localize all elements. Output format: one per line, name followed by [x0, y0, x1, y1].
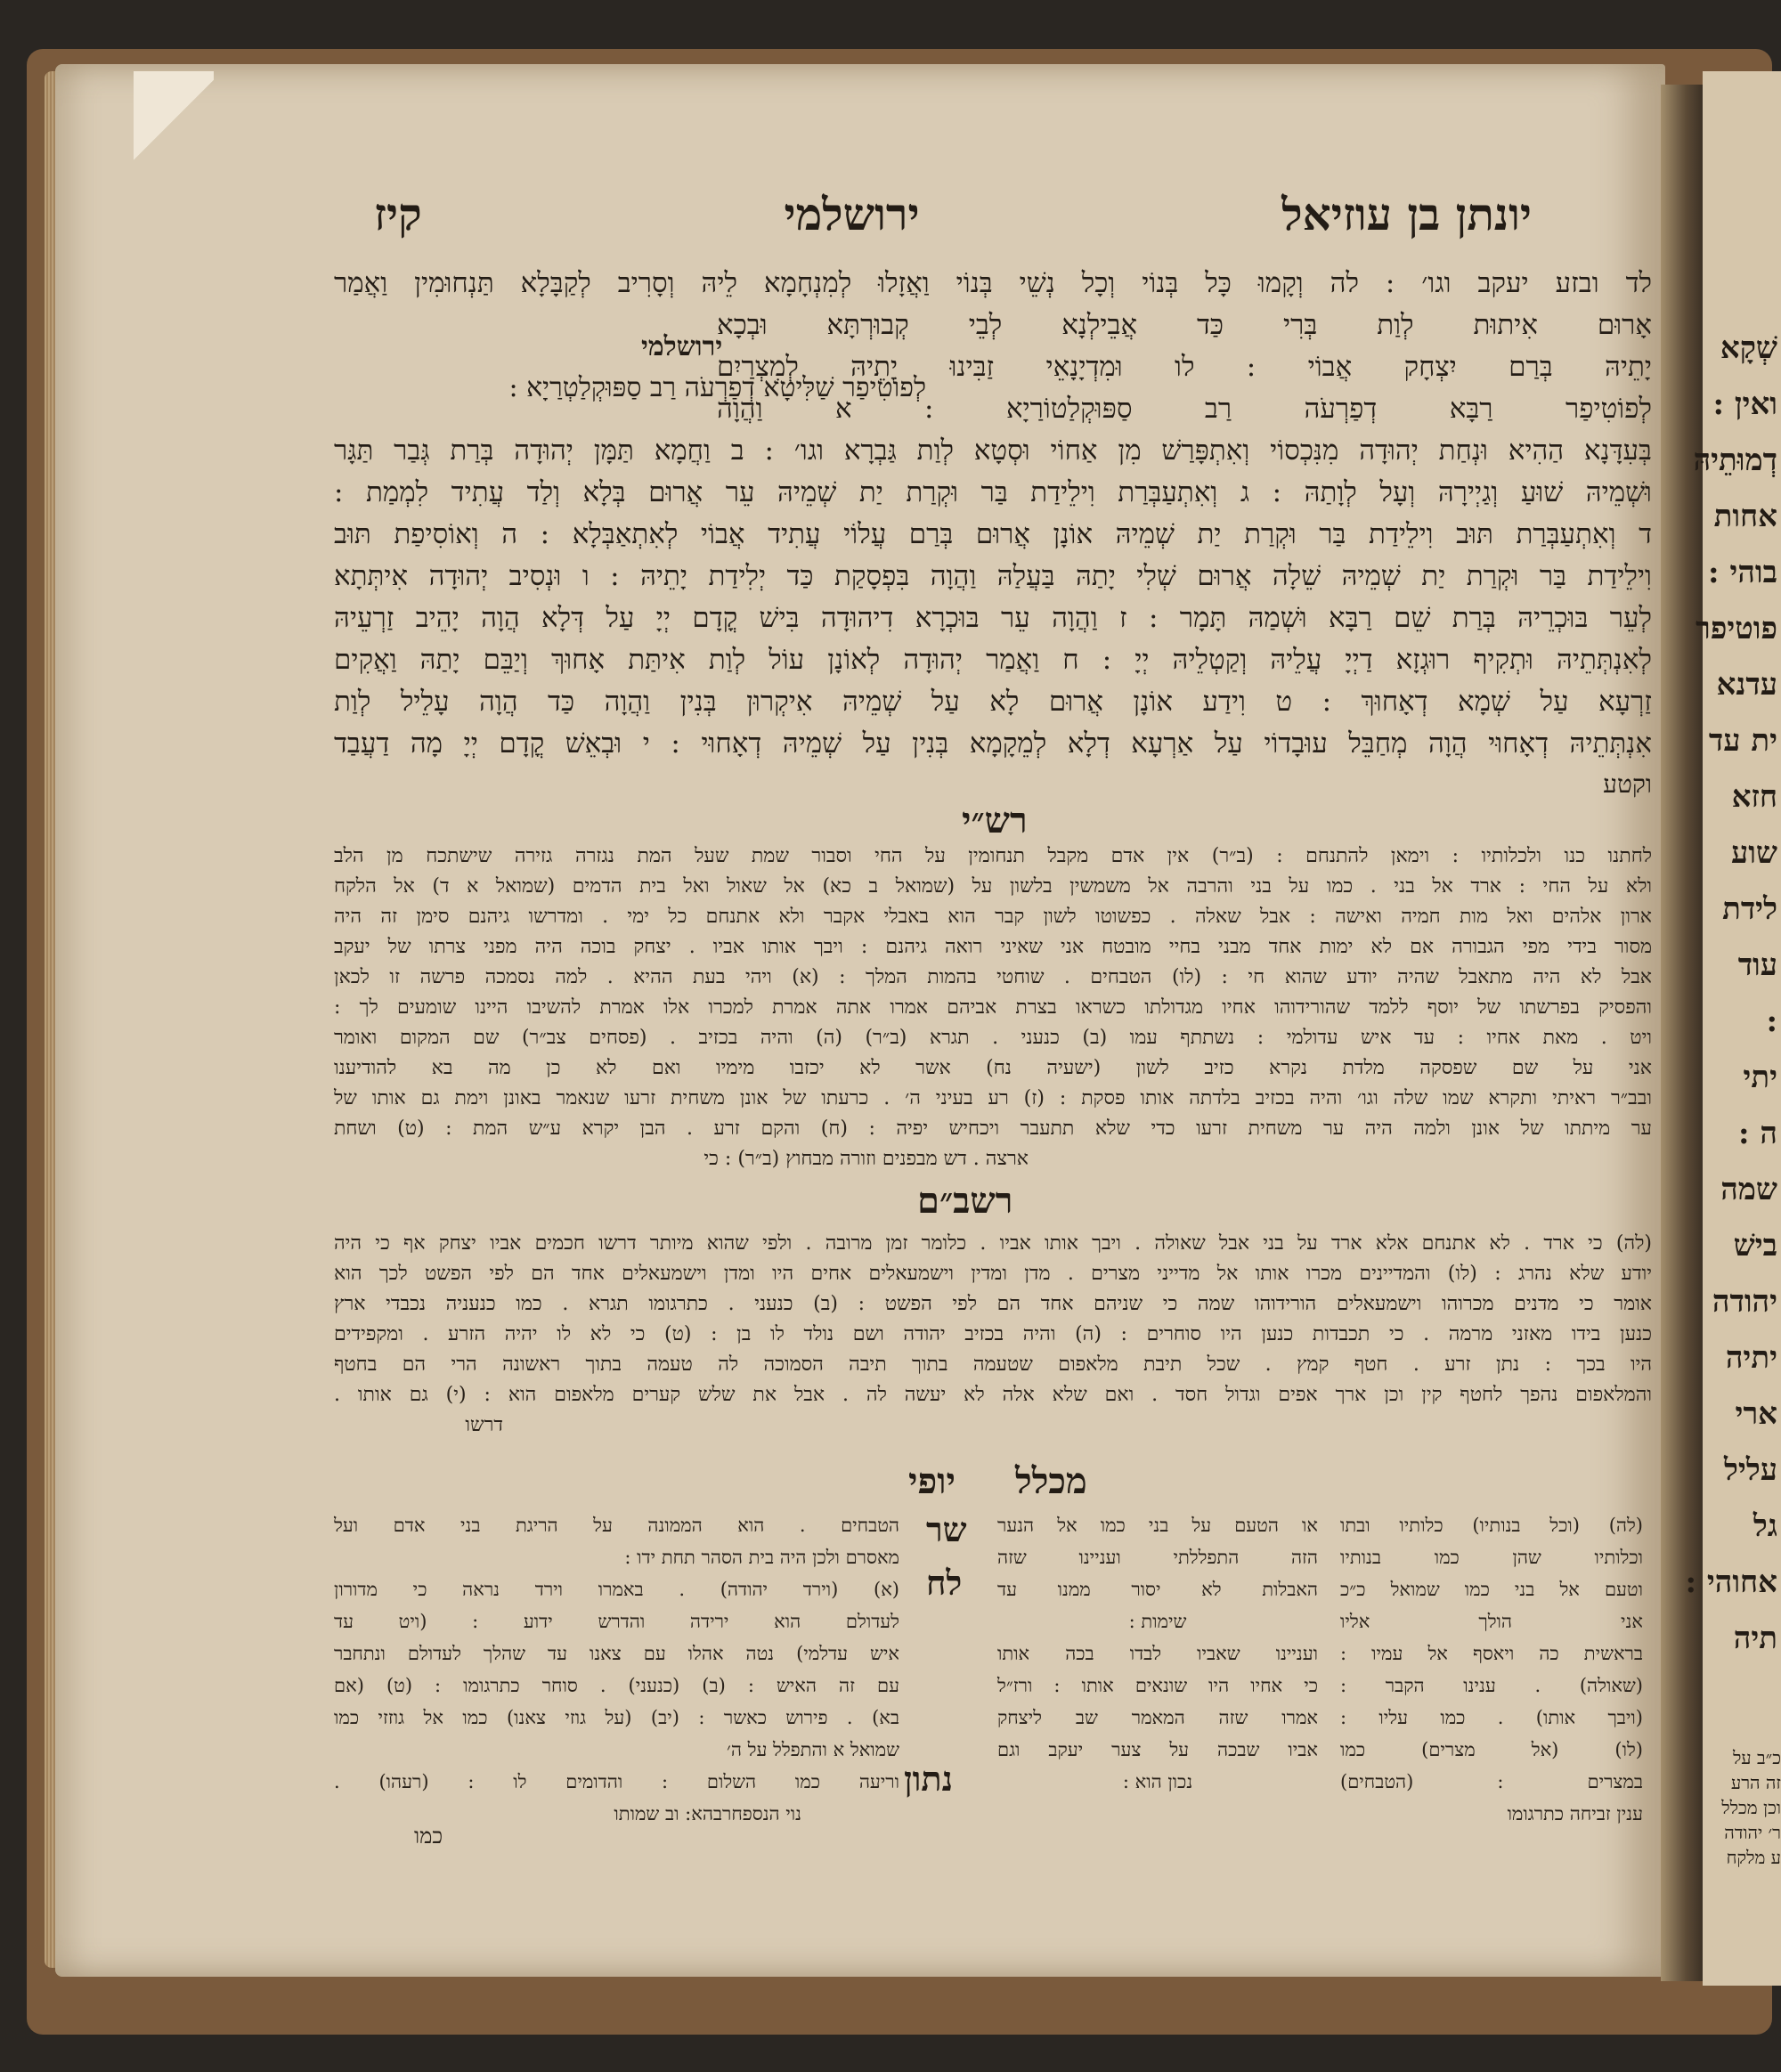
rashi-line: לחתנו כנו ולכלותיו : וימאן להתנחם : (ב״ר) אין אדם מקבל תנחומין על החי וסבור שמת שעל המת נגזרה גזירה שישתכח מן הלב: [334, 845, 1652, 867]
text-line: אִנְתְּתֵיהּ דְאָחוּי הֲוָה מְחַבֵּל עוּבָדוֹי עַל אַרְעָא דְלָא לְמֵקָמָא בְּנִין עַל שְׁמֵיהּ דְאָחוּי : י וּבְאֵשׁ קֳדָם יְיָ מָה דַעֲבַד: [334, 727, 1652, 760]
next-page-line: ית עד: [1708, 723, 1777, 759]
rashbam-title: רשב״ם: [917, 1180, 1013, 1222]
next-page-line: שוע: [1730, 835, 1777, 871]
rashi-line: ער מיתתו של אונן ולמה היה ער משחית זרעו כדי שלא תתעבר ויכחיש יפיה : (ח) והקם זרע . הבן יקרא ע״ש המת : (ט) ושחת: [334, 1117, 1652, 1140]
michlal-line: (ויבך אותו) . כמו עליו :: [1340, 1707, 1643, 1728]
next-page-line: אחות: [1713, 499, 1777, 534]
michlal-col-middle: [997, 1509, 1318, 1798]
next-page-line: גל: [1753, 1508, 1777, 1544]
next-page-line: ה :: [1738, 1116, 1777, 1151]
michlal-line: וריעה כמו השלום : והדומים לו : (רעהו) .: [334, 1771, 899, 1792]
header-title-right: יונתן בן עוזיאל: [1281, 187, 1532, 240]
rashi-line: ולא על החי : ארד אל בני . כמו על בני והרבה אל משמשין בלשון על (שמואל ב כא) אל שאול ואל בית הדמים (שמואל א ד) אל הלקח: [334, 875, 1652, 898]
michlal-line: הזה התפללתי ועניינו שזה: [997, 1547, 1318, 1568]
next-page-note: זה הרע: [1730, 1772, 1781, 1793]
next-page-lines: [1683, 321, 1781, 1667]
next-page-line: שמה: [1720, 1172, 1777, 1207]
rashi-line: ארון אלהים ואל מות חמיה ואישה : אבל שאלה . כפשוטו לשון קבר הוא באבלי אקבר ולא אתנחם כל ימי . ומדרשו גיהנם סימן זה היה: [334, 906, 1652, 928]
michlal-line: וטעם אל בני כמו שמואל כ״כ: [1340, 1579, 1643, 1600]
next-page-line: תיה: [1733, 1621, 1777, 1656]
michlal-line: בא) . פירוש כאשר : (יב) (על גוזי צאנו) כמו אל גוזזי כמו: [334, 1707, 899, 1728]
text-line: וִילֵידַת בַּר וּקְרַת יַת שְׁמֵיהּ שֵׁלָה אֲרוּם שְׁלִי יָתַהּ בַּעֲלַהּ וַהֲוָה בִּפְסָקַת כַּד יְלִידַת יָתֵיהּ : ו וּנְסִיב יְהוּדָה אִיתְּתָא: [334, 560, 1652, 592]
michlal-line: וכלותיו שהן כמו בנותיו: [1340, 1547, 1643, 1568]
next-page-line: לידת: [1722, 891, 1777, 927]
michlal-line: בראשית כה ויאסף אל עמיו :: [1340, 1643, 1643, 1664]
rashbam-line: והמלאפום נהפך לחטף קין וכן ארך אפים וגדול חסד . ואם שלא אלה לא יעשה לה . אבל את שלש קערים מלאפום הוא : (י) גם אותו .: [334, 1384, 1652, 1406]
next-page-line: בוהי :: [1708, 555, 1777, 590]
michlal-line: אני הולך אליו: [1340, 1611, 1643, 1632]
text-line: ד וְאִתְעַבְּרַת תּוּב וִילֵידַת בַּר וּקְרַת יַת שְׁמֵיהּ אוֹנָן אֲרוּם בְּרַם עֲלוֹי עֲתִיד אֲבוֹי לְאִתְאַבְּלָא : ה וְאוֹסִיפַת תּוּב: [334, 518, 1652, 550]
rashbam-line: אומר כי מדנים מכרוהו וישמעאלים הורידוהו שמה כי שניהם אחד הם לפי הפשט : (ב) כנעני . כתרגומו תגרא . כמו כנעניה נכבדי ארץ: [334, 1293, 1652, 1315]
next-page-line: עוד: [1737, 947, 1777, 983]
michlal-line: במצרים : (הטבחים): [1340, 1771, 1643, 1792]
text-line: לְעֵר בּוּכְרֵיהּ בְּרַת שֵׁם רַבָּא וּשְׁמַהּ תָּמָר : ז וַהֲוָה עֵר בּוּכְרָא דִיהוּדָה בִּישׁ קֳדָם יְיָ עַל דְּלָא הֲוָה יָהֵיב זַרְעֵיהּ: [334, 602, 1652, 634]
next-page-line: בישׁ: [1733, 1228, 1777, 1264]
next-page-edge: [1685, 71, 1781, 1986]
side-word: נתון: [904, 1759, 953, 1799]
rashbam-text: [334, 1229, 1652, 1441]
next-page-line: יתי: [1743, 1060, 1777, 1095]
michlal-line: האבלות לא יסור ממנו עד: [997, 1579, 1318, 1600]
rashi-text: [334, 841, 1652, 1174]
targum-text: [334, 263, 1652, 804]
michlal-line: נכון הוא :: [1122, 1771, 1193, 1792]
header-title-center: ירושלמי: [784, 187, 920, 240]
rashbam-trailing: דרשו: [465, 1414, 503, 1436]
rashbam-line: יודע שלא נהרג : (לו) והמדיינים מכרו אותו אל מדייני מצרים . מדן ומדין וישמעאלים אחים היו ומדן וישמעאלים אחד הם לפי הפשט לכך הוא: [334, 1263, 1652, 1285]
michlal-line: אביו שבכה על צער יעקב וגם: [997, 1739, 1318, 1760]
next-page-line: עליל: [1724, 1452, 1777, 1488]
michlal-line: ענין זביחה כתרגומו: [1507, 1803, 1643, 1824]
text-line: וּשְׁמֵיהּ שׁוּעַ וְגַיְירָהּ וְעָל לְוָתַהּ : ג וְאִתְעַבְּרַת וִילֵידַת בַּר וּקְרַת יַת שְׁמֵיהּ עֵר אֲרוּם בְּלָא וְלַד עֲתִיד לִמְמַת :: [334, 476, 1652, 508]
next-page-line: ארי: [1735, 1396, 1777, 1432]
michlal-line: איש עדלמי) נטה אהלו עם צאנו עד שהלך לעדולם ונתחבר: [334, 1643, 899, 1664]
next-page-line: יהודה: [1712, 1284, 1777, 1320]
next-page-line: יתיה: [1725, 1340, 1777, 1376]
michlal-line: מאסרם ולכן היה בית הסהר תחת ידו :: [624, 1547, 899, 1568]
rashbam-line: היו בכך : נתן זרע . חטף קמץ . שכל תיבת מלאפום שטעמה בתוך תיבה הסמוכה לה טעמה בתוך ראשונה הרי הם בחטף: [334, 1353, 1652, 1376]
michlal-line: (א) (וירד יהודה) . באמרו וירד נראה כי מדורון: [334, 1579, 899, 1600]
next-page-notes: [1692, 1745, 1781, 1870]
next-page-line: דְמוּתֵיהּ: [1693, 443, 1777, 478]
corner-fold: [134, 71, 214, 169]
rashbam-line: כנען בידו מאזני מרמה . כי תכבדות כנען היו סוחרים : (ה) והיה בכזיב יהודה ושם נולד לו בן : (ט) כי לא לו יהיה הזרע . ומקפידים: [334, 1323, 1652, 1345]
next-page-line: עדנא: [1716, 667, 1777, 703]
rashi-line: אני על שם שפסקה מלדת נקרא כזיב לשון (ישעיה נח) אשר לא יכזבו מימיו ואם לא כן מה בא להודיענו: [334, 1057, 1652, 1079]
next-page-line: ואין :: [1712, 386, 1777, 422]
running-header: [374, 183, 1532, 245]
michlal-col-right: [1340, 1509, 1643, 1830]
michlal-line: נוי הנספחרבהא: וב שמותו: [614, 1803, 801, 1824]
rashi-line: מסור בידי מפי הגבורה אם לא ימות אחד מבני בחיי מובטח אני שאיני רואה גיהנם : ויבך אותו אביו . יצחק בוכה היה מפני צרתו של יעקב: [334, 936, 1652, 958]
rashi-line: והפסיק בפרשתו של יוסף ללמד שהורידוהו אחיו מגדולתו כשראו בצרת אביהם אמרו אתה אמרת למכרו אלו אמרת להשיבו היינו שומעים לך :: [334, 996, 1652, 1019]
rashi-title: רש״י: [962, 800, 1028, 841]
trailing-word: וקטע: [1603, 769, 1652, 799]
michlal-line: (שאולה) . ענינו הקבר :: [1340, 1675, 1643, 1696]
michlal-line: הטבחים . הוא הממונה על הריגת בני אדם ועל: [334, 1515, 899, 1536]
next-page-note: כ״ב על: [1732, 1747, 1781, 1768]
page-number: קיז: [374, 187, 422, 240]
rashi-line: ובב״ר ראיתי ותקרא שמו שלה וגו׳ והיה בכזיב בלדתה אותו פסקת : (ז) רע בעיני ה׳ . כרעתו של אונן משחית זרעו שנאמר באונן וימת גם אותו של: [334, 1087, 1652, 1109]
michlal-line: (לה) (וכל בנותיו) כלותיו ובתו: [1340, 1515, 1643, 1536]
michlal-trailing: כמו: [414, 1824, 443, 1849]
rashi-line: אבל לא היה מתאבל שהיה יודע שהוא חי : (לו) הטבחים . שוחטי בהמות המלך : (א) ויהי בעת ההיא . למה נסמכה פרשה זו לכאן: [334, 966, 1652, 988]
michlal-line: שימות :: [1128, 1611, 1187, 1632]
michlal-line: ועניינו שאביו לבדו בכה אותו: [997, 1643, 1318, 1664]
michlal-line: (לו) (אל מצרים) כמו: [1340, 1739, 1643, 1760]
next-page-note: ע מלקח: [1726, 1847, 1781, 1868]
next-page-line: :: [1766, 1003, 1777, 1039]
side-word: לח: [926, 1563, 963, 1603]
michlal-line: או הטעם על בני כמו אל הנער: [997, 1515, 1318, 1536]
text-line: לְפוֹטִיפַר רַבָּא דְפַרְעֹה רַב סַפּוּקְלַטוֹרַיָא : א וַהֲוָה: [717, 393, 1652, 425]
yofi-title: יופי: [908, 1460, 956, 1502]
michlal-col-left: [334, 1509, 899, 1830]
next-page-line: שְׁקָא: [1720, 330, 1777, 366]
michlal-line: שמואל א והתפלל על ה׳: [727, 1739, 899, 1760]
next-page-note: ר׳ יהודה: [1724, 1822, 1781, 1843]
michlal-line: כי אחיו היו שונאים אותו : ורז״ל: [997, 1675, 1318, 1696]
michlal-title: מכלל: [1015, 1460, 1087, 1502]
michlal-line: אמרו שזה המאמר שב ליצחק: [997, 1707, 1318, 1728]
text-line: לד ובזע יעקב וגו׳ : לה וְקָמוּ כָּל בְּנוֹי וְכָל נְשֵׁי בְּנוֹי וַאֲזָלוּ לְמִנְחָמָא לֵיהּ וְסָרִיב לְקַבָּלָא תַּנְחוּמִין וַאֲמַר: [334, 267, 1652, 299]
next-page-note: וכן מכלל: [1721, 1797, 1781, 1818]
next-page-line: חזא: [1731, 779, 1777, 815]
text-line: זַרְעָא עַל שְׁמָא דְאָחוּךְ : ט וִידַע אוֹנָן אֲרוּם לָא עַל שְׁמֵיהּ אִיקְרוּן בְּנִין וַהֲוָה כַּד הֲוָה עָלֵיל לְוַת: [334, 686, 1652, 718]
michlal-line: עם זה האיש : (ב) (כנעני) . סוחר כתרגומו : (ט) (אם: [334, 1675, 899, 1696]
next-page-line: אחוהי :: [1685, 1564, 1777, 1600]
next-page-line: פוטיפר: [1696, 611, 1777, 646]
yerushalmi-title: ירושלמי: [641, 331, 723, 362]
michlal-line: לעדולם הוא ירידה והדרש ידוע : (ויט עד: [334, 1611, 899, 1632]
text-line: בְּעִדָּנָא הַהִיא וּנְחַת יְהוּדָה מִנִּכְסוֹי וְאִתְפָּרַשׁ מִן אַחוֹי וּסְטָא לְוַת גַּבְרָא וגו׳ : ב וַחֲמָא תַּמָּן יְהוּדָה בְּרַת גְּבַר תַּגָּר: [334, 435, 1652, 467]
rashbam-line: (לה) כי ארד . לא אתנחם אלא ארד על בני אבל שאולה . ויבך אותו אביו . כלומר זמן מרובה . ולפי שהוא מיותר דרשו חכמים אביו יצחק אף כי היה: [334, 1232, 1652, 1255]
rashi-line: ויט . מאת אחיו : עד איש עדולמי : נשתתף עמו (ב) כנעני . תגרא (ב״ר) (ה) והיה בכזיב . (פסחים צב״ר) שם המקום ואומר: [334, 1027, 1652, 1049]
side-word: שר: [926, 1509, 967, 1549]
text-line: לְאִנְתְּתֵיהּ וּתְקִיף רוּגְזָא דַיְיָ עֲלֵיהּ וְקַטְלֵיהּ יְיָ : ח וַאֲמַר יְהוּדָה לְאוֹנָן עוֹל לְוַת אִיתַּת אָחוּךְ וְיַבֵּם יָתַהּ וַאֲקִים: [334, 644, 1652, 676]
text-line: אָרוּם אִיתוּת לְוַת בְּרִי כַּד אֲבֵילְנָא לְבֵי קְבוּרְתָּא וּבְכָא: [717, 309, 1652, 341]
rashi-trailing: ארצה . דש מבפנים וזורה מבחוץ (ב״ר) : כי: [703, 1148, 1029, 1170]
text-line: יָתֵיהּ בְּרַם יִצְחָק אֲבוֹי : לו וּמִדְיָנָאֵי זַבִּינוּ יָתֵיהּ לְמִצְרַיִם: [717, 351, 1652, 383]
yerushalmi-text: לְפוֹטִיפַר שַׁלִּיטָא דְפַרְעֹה רַב סַפּוּקְלַטְרַיָא :: [508, 372, 926, 403]
